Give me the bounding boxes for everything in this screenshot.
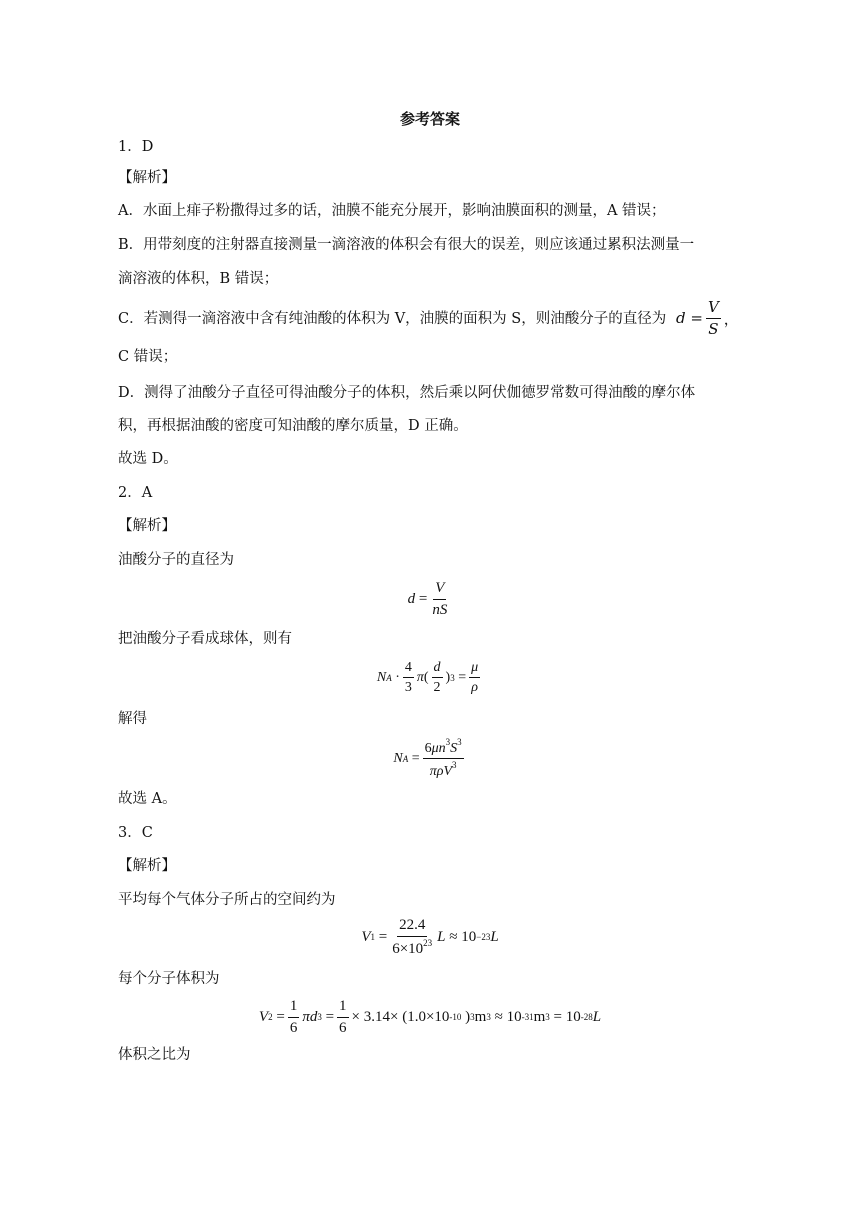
q3-step-1: 平均每个气体分子所占的空间约为 [118,892,336,908]
q2-conclusion: 故选 A。 [118,791,177,807]
q3-formula-volume: V 2 = $\frac{1}{6}$ πd 3 = $\frac{1}{6}$ × 3.14× (1.0×10 -10 ) 3 m 3 ≈ 10 -31 m 3 = 10 -28 L [258,998,602,1036]
q1-option-d-line1: D．测得了油酸分子直径可得油酸分子的体积，然后乘以阿伏伽德罗常数可得油酸的摩尔体 [118,385,696,401]
q2-answer: 2．A [118,485,153,501]
q1-option-b-line1: B．用带刻度的注射器直接测量一滴溶液的体积会有很大的误差，则应该通过累积法测量一 [118,237,695,253]
q1-option-d-line2: 积，再根据油酸的密度可知油酸的摩尔质量，D 正确。 [118,418,468,434]
q1-option-b-line2: 滴溶液的体积，B 错误； [118,271,279,287]
q2-step-3: 解得 [118,711,147,727]
q2-formula-diameter: d = $\frac{V}{nS}$ [407,580,448,618]
q2-formula-sphere: N A · $\frac{4}{3}$ π ( $\frac{d}{2}$ ) 3 = $\frac{\mu}{\rho}$ [376,660,479,696]
q3-answer: 3．C [118,825,153,841]
q2-step-2: 把油酸分子看成球体，则有 [118,631,292,647]
q1-diameter-formula: d = $\frac{V}{S}$ ， [676,298,739,338]
q3-step-2: 每个分子体积为 [118,971,220,987]
q2-step-1: 油酸分子的直径为 [118,552,234,568]
q2-formula-result: N A = $\frac{6\mu n^3S^3}{\pi\rho V^3}$ [393,737,462,780]
q2-analysis-tag: 【解析】 [118,518,176,534]
q1-option-a: A．水面上痱子粉撒得过多的话，油膜不能充分展开，影响油膜面积的测量，A 错误； [118,203,666,219]
page-title: 参考答案 [399,110,460,128]
q3-step-3: 体积之比为 [118,1047,191,1063]
q1-analysis-tag: 【解析】 [118,170,176,186]
q1-conclusion: 故选 D。 [118,451,178,467]
q1-answer: 1．D [118,139,154,155]
q3-analysis-tag: 【解析】 [118,858,176,874]
q1-option-c-line2: C 错误； [118,349,178,365]
q1-option-c-line1: C．若测得一滴溶液中含有纯油酸的体积为 V，油膜的面积为 S，则油酸分子的直径为 [118,311,667,327]
q3-formula-space: V 1 = $\frac{22.4}{6\times 10^{23}}$ L ≈ 10 −23 L [361,917,499,957]
